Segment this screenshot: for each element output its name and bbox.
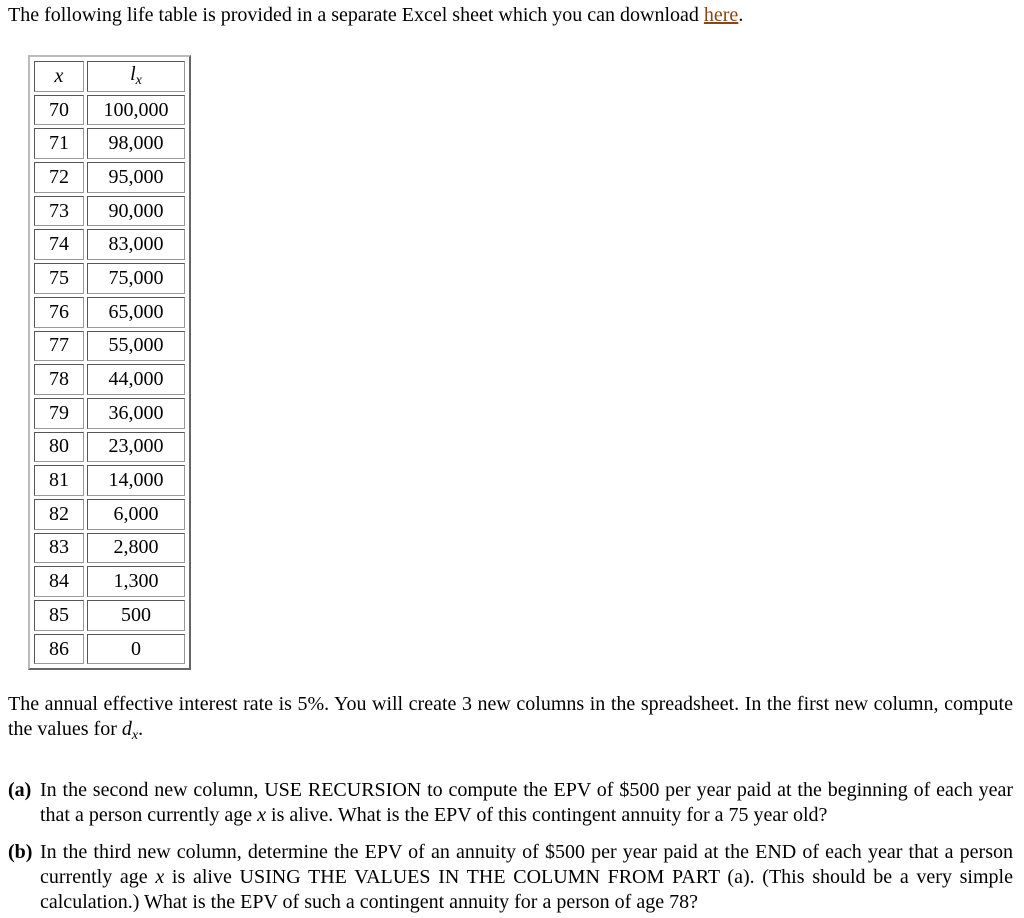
x-cell: 77 [34, 331, 84, 362]
header-x-label: x [54, 64, 64, 87]
lx-cell: 55,000 [87, 331, 185, 362]
table-row [34, 566, 185, 597]
interest-paragraph [8, 692, 1013, 748]
x-cell: 84 [34, 566, 84, 597]
table-row [34, 297, 185, 328]
part-a-t2: is alive. What is the EPV of this contingent annuity for a 75 year old? [266, 804, 828, 826]
table-row [34, 398, 185, 429]
lx-cell: 0 [87, 634, 185, 665]
lx-cell: 14,000 [87, 465, 185, 496]
table-row [34, 331, 185, 362]
x-cell: 72 [34, 162, 84, 193]
x-cell: 80 [34, 432, 84, 463]
table-row [34, 432, 185, 463]
paragraph-sub: x [131, 728, 139, 743]
lx-cell: 1,300 [87, 566, 185, 597]
table-row [34, 229, 185, 260]
lx-cell: 75,000 [87, 263, 185, 294]
life-table [28, 55, 191, 670]
part-b-label: (b) [8, 841, 33, 863]
table-row [34, 465, 185, 496]
paragraph-text: The annual effective interest rate is 5%. You will create 3 new columns in the spreadsheet. In the first new column, compute the values for [8, 693, 1013, 740]
table-row [34, 600, 185, 631]
table-row [34, 634, 185, 665]
intro-sentence: The following life table is provided in a separate Excel sheet which you can download [8, 4, 704, 26]
lx-cell: 2,800 [87, 533, 185, 564]
part-a-label: (a) [8, 779, 32, 801]
table-row [34, 196, 185, 227]
header-l-sub: x [135, 73, 142, 89]
table-header-row [34, 61, 185, 92]
part-a [8, 778, 1013, 828]
intro-text [8, 4, 743, 27]
lx-cell: 65,000 [87, 297, 185, 328]
x-cell: 70 [34, 95, 84, 126]
lx-cell: 100,000 [87, 95, 185, 126]
lx-cell: 44,000 [87, 364, 185, 395]
lx-cell: 500 [87, 600, 185, 631]
header-l-label: l [130, 63, 136, 86]
lx-cell: 90,000 [87, 196, 185, 227]
x-cell: 82 [34, 499, 84, 530]
paragraph-end: . [138, 718, 144, 740]
x-cell: 81 [34, 465, 84, 496]
x-cell: 85 [34, 600, 84, 631]
part-a-text [40, 778, 1013, 828]
part-a-var: x [257, 804, 267, 826]
table-row [34, 162, 185, 193]
header-x [34, 61, 84, 92]
part-b-t2: is alive USING THE VALUES IN THE COLUMN FROM PART (a). (This should be a very simple calculation.) What is the EPV of such a contingent annuity for a person of age 78? [40, 866, 1013, 913]
x-cell: 71 [34, 128, 84, 159]
lx-cell: 98,000 [87, 128, 185, 159]
part-b [8, 840, 1013, 915]
table-row [34, 263, 185, 294]
x-cell: 73 [34, 196, 84, 227]
table-row [34, 128, 185, 159]
x-cell: 79 [34, 398, 84, 429]
x-cell: 75 [34, 263, 84, 294]
x-cell: 83 [34, 533, 84, 564]
download-link[interactable]: here [703, 4, 739, 26]
x-cell: 78 [34, 364, 84, 395]
part-b-t1: In the third new column, determine the EPV of an annuity of $500 per year paid at the END of each year that a person currently age [40, 841, 1013, 888]
x-cell: 74 [34, 229, 84, 260]
table-row [34, 499, 185, 530]
intro-period: . [738, 4, 744, 26]
part-b-var: x [155, 866, 165, 888]
part-b-text [40, 840, 1013, 915]
x-cell: 86 [34, 634, 84, 665]
table-row [34, 95, 185, 126]
lx-cell: 83,000 [87, 229, 185, 260]
table-row [34, 533, 185, 564]
lx-cell: 23,000 [87, 432, 185, 463]
lx-cell: 36,000 [87, 398, 185, 429]
paragraph-var: d [121, 718, 132, 740]
x-cell: 76 [34, 297, 84, 328]
lx-cell: 95,000 [87, 162, 185, 193]
header-lx [87, 61, 185, 92]
table-row [34, 364, 185, 395]
part-a-t1: In the second new column, USE RECURSION to compute the EPV of $500 per year paid at the beginning of each year that a person currently age [40, 779, 1013, 826]
lx-cell: 6,000 [87, 499, 185, 530]
